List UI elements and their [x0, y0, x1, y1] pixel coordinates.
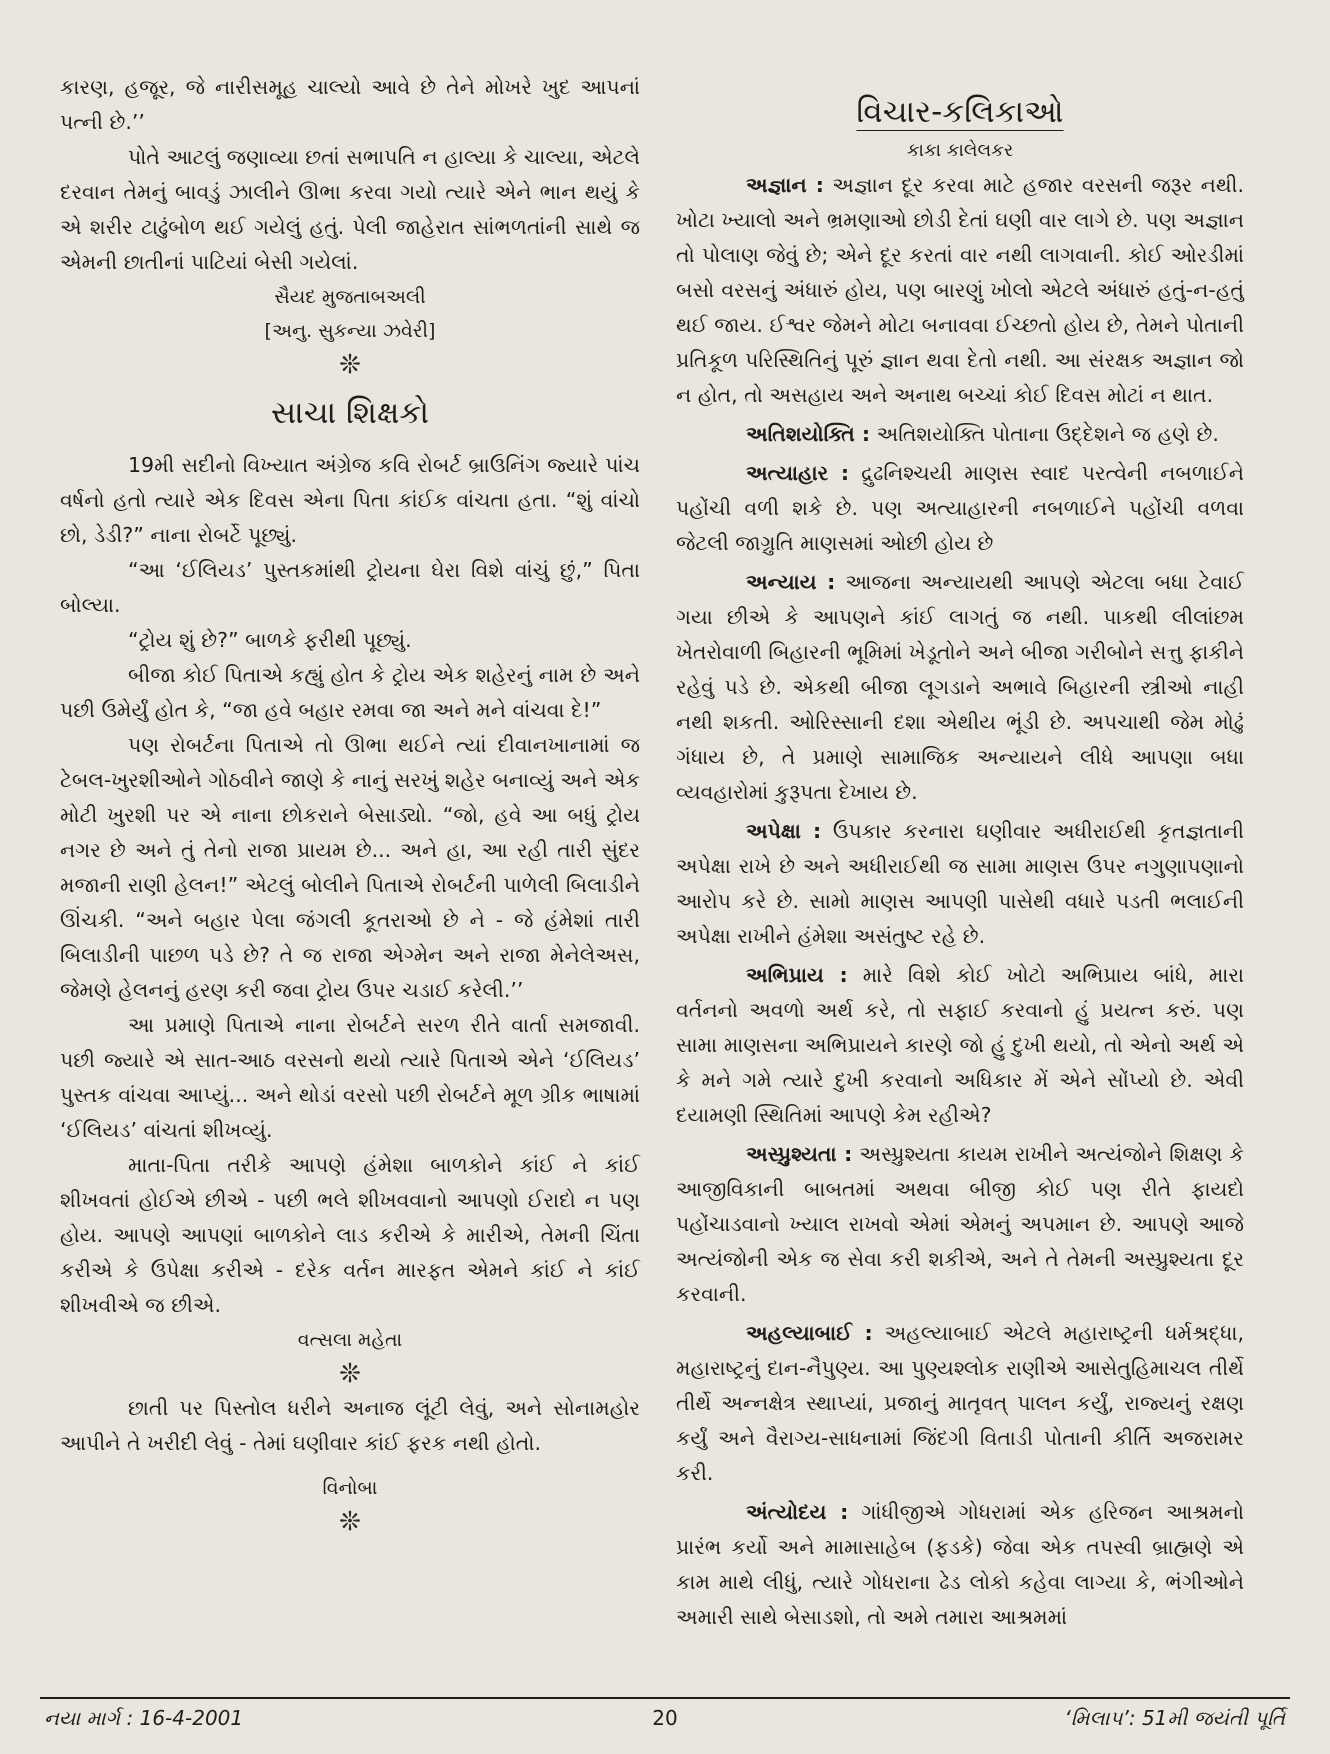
right-column	[676, 90, 1244, 1639]
flower-ornament-icon: ❊	[339, 350, 361, 380]
entry-paragraph	[676, 1316, 1244, 1491]
entry-text: દ્રુઢનિશ્ચયી માણસ સ્વાદ પરત્વેની નબળાઈને પહોંચી વળી શકે છે. પણ અત્યાહારની નબળાઈને પહોંચી વળવા જેટલી જાગ્રુતિ માણસમાં ઓછી હોય છે	[676, 461, 1244, 555]
paragraph: બીજા કોઈ પિતાએ કહ્યું હોત કે ટ્રોય એક શહેરનું નામ છે અને પછી ઉમેર્યું હોત કે, “જા હવે બહાર રમવા જા અને મને વાંચવા દે!”	[60, 663, 640, 722]
entry-term: અપેક્ષા :	[746, 819, 822, 843]
entry-text: અજ્ઞાન દૂર કરવા માટે હજાર વરસની જરૂર નથી. ખોટા ખ્યાલો અને ભ્રમણાઓ છોડી દેતાં ઘણી વાર લાગે છે. પણ અજ્ઞાન તો પોલાણ જેવું છે; એને દૂર કરતાં વાર નથી લાગવાની. કોઈ ઓરડીમાં બસો વરસનું અંધારું હોય, પણ બારણું ખોલો એટલે અંધારું હતું-ન-હતું થઈ જાય. ઈશ્વર જેમને મોટા બનાવવા ઈચ્છતો હોય છે, તેમને પોતાની પ્રતિકૂળ પરિસ્થિતિનું પૂરું જ્ઞાન થવા દેતો નથી. આ સંરક્ષક અજ્ઞાન જો ન હોત, તો અસહાય અને અનાથ બચ્ચાં કોઈ દિવસ મોટાં ન થાત.	[676, 173, 1245, 407]
entry-term: અત્યાહાર :	[746, 461, 850, 485]
entry-paragraph	[676, 168, 1244, 413]
entry-term: અસ્પ્રુશ્યતા :	[746, 1142, 853, 1166]
entry-text: અતિશયોક્તિ પોતાના ઉદ્દેશને જ હણે છે.	[870, 422, 1219, 446]
paragraph: “ટ્રોય શું છે?” બાળકે ફરીથી પૂછ્યું.	[128, 628, 412, 652]
paragraph: પોતે આટલું જણાવ્યા છતાં સભાપતિ ન હાલ્યા કે ચાલ્યા, એટલે દરવાન તેમનું બાવડું ઝાલીને ઊભા કરવા ગયો ત્યારે એને ભાન થયું કે એ શરીર ટાઢુંબોળ થઈ ગયેલું હતું. પેલી જાહેરાત સાંભળતાંની સાથે જ એમની છાતીનાં પાટિયાં બેસી ગયેલાં.	[60, 145, 640, 274]
paragraph: આ પ્રમાણે પિતાએ નાના રોબર્ટને સરળ રીતે વાર્તા સમજાવી. પછી જ્યારે એ સાત-આઠ વરસનો થયો ત્યારે પિતાએ એને ‘ઈલિયડ’ પુસ્તક વાંચવા આપ્યું... અને થોડાં વરસો પછી રોબર્ટને મૂળ ગ્રીક ભાષામાં ‘ઈલિયડ’ વાંચતાં શીખવ્યું.	[60, 1013, 640, 1142]
article-title: વિચાર-કલિકાઓ	[856, 94, 1064, 130]
flower-ornament-icon: ❊	[339, 1359, 361, 1389]
entry-paragraph	[676, 565, 1244, 810]
entry-text: અસ્પ્રુશ્યતા કાયમ રાખીને અત્યંજોને શિક્ષણ કે આજીવિકાની બાબતમાં અથવા બીજી કોઈ પણ રીતે ફાયદો પહોંચાડવાનો ખ્યાલ રાખવો એમાં એમનું અપમાન છે. આપણે આજે અત્યંજોની એક જ સેવા કરી શકીએ, અને તે તેમની અસ્પ્રુશ્યતા દૂર કરવાની.	[676, 1142, 1244, 1306]
author-credit: કાકા કાલેલકર	[906, 140, 1014, 161]
paragraph: 19મી સદીનો વિખ્યાત અંગ્રેજ કવિ રોબર્ટ બ્રાઉનિંગ જ્યારે પાંચ વર્ષનો હતો ત્યારે એક દિવસ એના પિતા કાંઈક વાંચતા હતા. “શું વાંચો છો, ડેડી?” નાના રોબર્ટે પૂછ્યું.	[60, 453, 640, 547]
author-credit: વિનોબા	[322, 1477, 378, 1499]
entry-term: અહલ્યાબાઈ :	[746, 1321, 873, 1345]
entry-text: ગાંધીજીએ ગોધરામાં એક હરિજન આશ્રમનો પ્રારંભ કર્યો અને મામાસાહેબ (ફડકે) જેવા એક તપસ્વી બ્રાહ્મણે એ કામ માથે લીધું, ત્યારે ગોધરાના ઢેડ લોકો કહેવા લાગ્યા કે, ભંગીઓને અમારી સાથે બેસાડશો, તો અમે તમારા આશ્રમમાં	[676, 1500, 1244, 1629]
article-title: સાચા શિક્ષકો	[270, 395, 429, 431]
author-credit: સૈયદ મુજતાબઅલી	[274, 286, 426, 308]
paragraph: “આ ‘ઈલિયડ’ પુસ્તકમાંથી ટ્રોયના ઘેરા વિશે વાંચું છું,” પિતા બોલ્યા.	[60, 558, 640, 617]
entry-paragraph	[676, 1495, 1244, 1635]
quote-paragraph: છાતી પર પિસ્તોલ ધરીને અનાજ લૂંટી લેવું, અને સોનામહોર આપીને તે ખરીદી લેવું - તેમાં ઘણીવાર કાંઈ ફરક નથી હોતો.	[60, 1396, 640, 1455]
paragraph: પણ રોબર્ટના પિતાએ તો ઊભા થઈને ત્યાં દીવાનખાનામાં જ ટેબલ-ખુરશીઓને ગોઠવીને જાણે કે નાનું સરખું શહેર બનાવ્યું અને એક મોટી ખુરશી પર એ નાના છોકરાને બેસાડ્યો. “જો, હવે આ બધું ટ્રોય નગર છે અને તું તેનો રાજા પ્રાયમ છે... અને હા, આ રહી તારી સુંદર મજાની રાણી હેલન!” એટલું બોલીને પિતાએ રોબર્ટની પાળેલી બિલાડીને ઊંચકી. “અને બહાર પેલા જંગલી કૂતરાઓ છે ને - જે હંમેશાં તારી બિલાડીની પાછળ પડે છે? તે જ રાજા એગ્મેન અને રાજા મેનેલેઅસ, જેમણે હેલનનું હરણ કરી જવા ટ્રોય ઉપર ચડાઈ કરેલી.’’	[60, 733, 640, 1002]
entry-paragraph	[676, 417, 1244, 452]
entry-text: મારે વિશે કોઈ ખોટો અભિપ્રાય બાંધે, મારા વર્તનનો અવળો અર્થ કરે, તો સફાઈ કરવાનો હું પ્રયત્ન કરું. પણ સામા માણસના અભિપ્રાયને કારણે જો હું દુખી થયો, તો એનો અર્થ એ કે મને ગમે ત્યારે દુખી કરવાનો અધિકાર મેં એને સોંપ્યો છે. એવી દયામણી સ્થિતિમાં આપણે કેમ રહીએ?	[676, 963, 1244, 1127]
entry-paragraph	[676, 1137, 1244, 1312]
entry-paragraph	[676, 456, 1244, 561]
entry-text: આજના અન્યાયથી આપણે એટલા બધા ટેવાઈ ગયા છીએ કે આપણને કાંઈ લાગતું જ નથી. પાકથી લીલાંછમ ખેતરોવાળી બિહારની ભૂમિમાં ખેડૂતોને અને બીજા ગરીબોને સત્તુ ફાકીને રહેવું પડે છે. એકથી બીજા લૂગડાને અભાવે બિહારની સ્ત્રીઓ નાહી નથી શકતી. ઓરિસ્સાની દશા એથીય ભૂંડી છે. અપચાથી જેમ મોઢું ગંધાય છે, તે પ્રમાણે સામાજિક અન્યાયને લીધે આપણા બધા વ્યવહારોમાં કુરૂપતા દેખાય છે.	[676, 570, 1244, 804]
entry-term: અતિશયોક્તિ :	[746, 422, 871, 446]
entry-term: અભિપ્રાય :	[746, 963, 848, 987]
flower-ornament-icon: ❊	[339, 1507, 361, 1537]
entry-paragraph	[676, 958, 1244, 1133]
author-credit: વત્સલા મહેતા	[297, 1329, 403, 1351]
page-number: 20	[652, 1706, 678, 1730]
paragraph: કારણ, હજૂર, જે નારીસમૂહ ચાલ્યો આવે છે તેને મોખરે ખુદ આપનાં પત્ની છે.’’	[60, 75, 640, 134]
footer-publication: નયા માર્ગ : 16-4-2001	[44, 1706, 244, 1730]
entry-text: ઉપકાર કરનારા ઘણીવાર અધીરાઈથી કૃતજ્ઞતાની અપેક્ષા રાખે છે અને અધીરાઈથી જ સામા માણસ ઉપર નગુણાપણાનો આરોપ કરે છે. સામો માણસ આપણી પાસેથી વધારે પડતી ભલાઈની અપેક્ષા રાખીને હંમેશા અસંતુષ્ટ રહે છે.	[676, 819, 1244, 948]
footer-divider	[40, 1697, 1290, 1699]
entry-term: અંત્યોદય :	[746, 1500, 849, 1524]
translator-credit: [અનુ. સુકન્યા ઝવેરી]	[264, 320, 436, 342]
entry-term: અન્યાય :	[746, 570, 836, 594]
entry-term: અજ્ઞાન :	[746, 173, 824, 197]
footer-supplement: ‘મિલાપ’: 51મી જયંતી પૂર્તિ	[1064, 1706, 1285, 1730]
entry-paragraph	[676, 814, 1244, 954]
left-column	[60, 70, 640, 1539]
entry-text: અહલ્યાબાઈ એટલે મહારાષ્ટ્રની ધર્મશ્રદ્ધા, મહારાષ્ટ્રનું દાન-નૈપુણ્ય. આ પુણ્યશ્લોક રાણીએ આસેતુહિમાચલ તીર્થે તીર્થે અન્નક્ષેત્ર સ્થાપ્યાં, પ્રજાનું માતૃવત્ પાલન કર્યું, રાજ્યનું રક્ષણ કર્યું અને વૈરાગ્ય-સાધનામાં જિંદગી વિતાડી પોતાની કીર્તિ અજરામર કરી.	[676, 1321, 1244, 1485]
paragraph: માતા-પિતા તરીકે આપણે હંમેશા બાળકોને કાંઈ ને કાંઈ શીખવતાં હોઈએ છીએ - પછી ભલે શીખવવાનો આપણો ઈરાદો ન પણ હોય. આપણે આપણાં બાળકોને લાડ કરીએ કે મારીએ, તેમની ચિંતા કરીએ કે ઉપેક્ષા કરીએ - દરેક વર્તન મારફત એમને કાંઈ ને કાંઈ શીખવીએ જ છીએ.	[60, 1153, 640, 1317]
